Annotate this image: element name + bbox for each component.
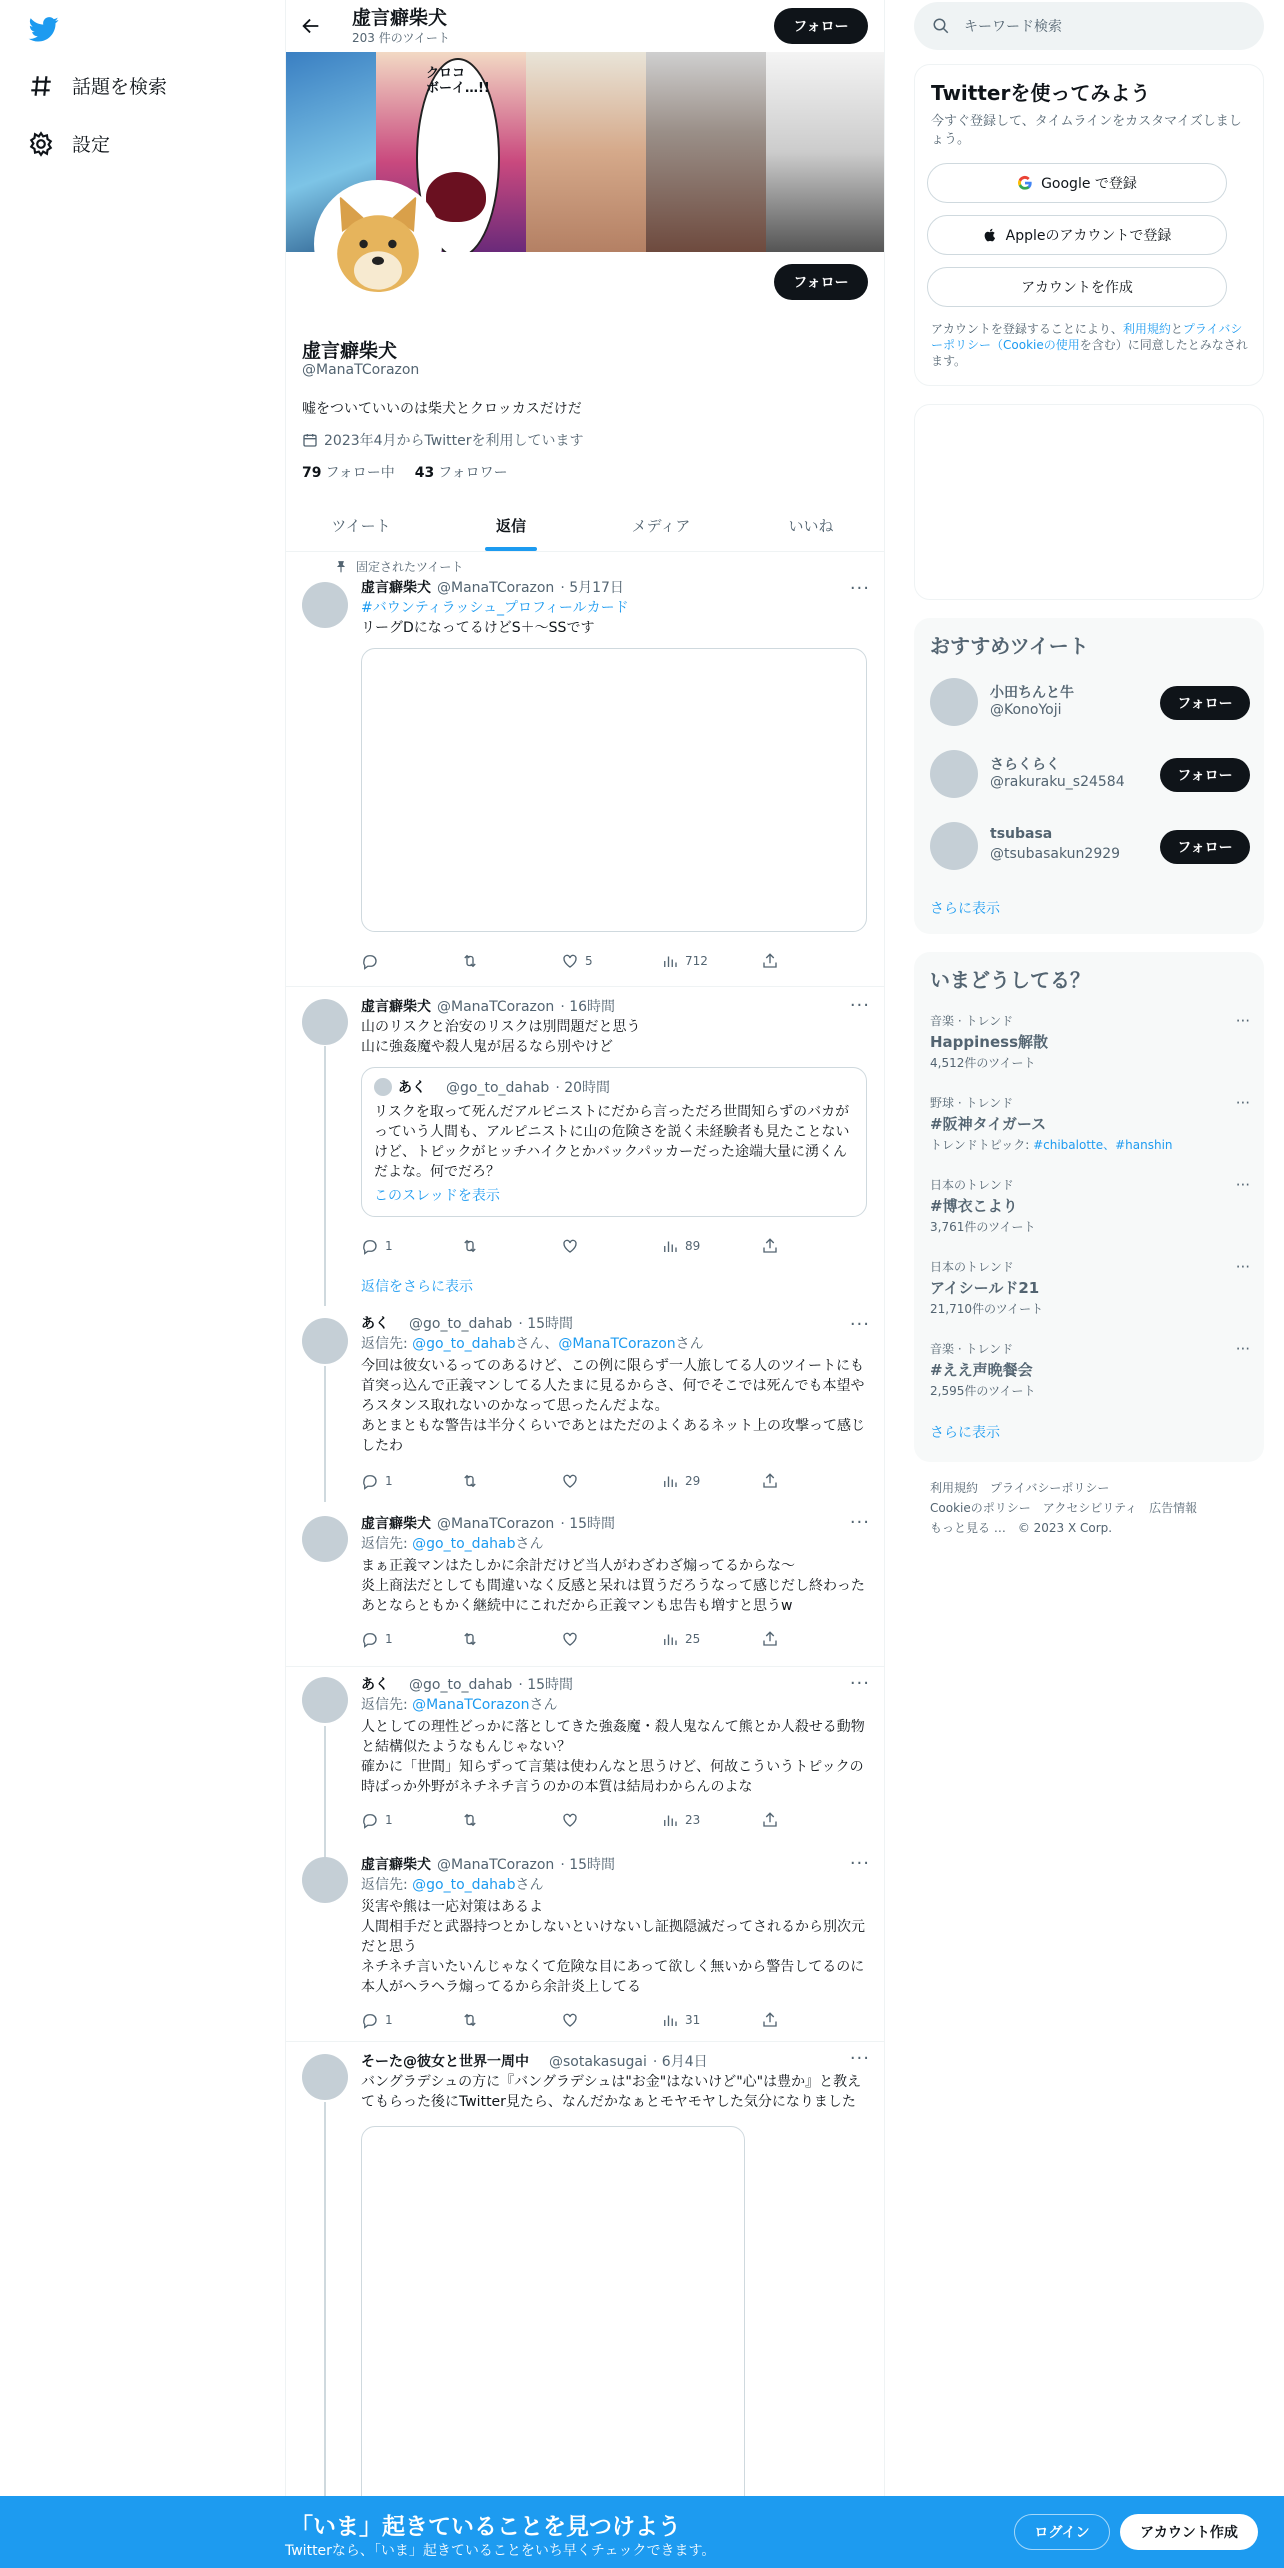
nav-settings-label: 設定: [72, 134, 111, 156]
tweet-header: 虚言癖柴犬 @ManaTCorazon · 5月17日: [361, 580, 624, 596]
suggested-panel: [914, 618, 1264, 934]
tweet[interactable]: [286, 987, 885, 1267]
avatar[interactable]: [302, 2054, 348, 2100]
search-input[interactable]: [914, 2, 1264, 50]
profile-tabs: [286, 500, 885, 552]
share-icon: [761, 952, 779, 970]
retweet-button[interactable]: [461, 952, 521, 970]
reply-to-link[interactable]: @ManaTCorazon: [412, 1697, 530, 1713]
tweet[interactable]: [286, 1506, 885, 1666]
login-button[interactable]: ログイン: [1014, 2514, 1110, 2550]
heart-icon: [561, 1237, 579, 1255]
heart-icon: [561, 952, 579, 970]
more-icon[interactable]: ···: [1235, 1258, 1250, 1276]
quote-avatar: [374, 1078, 392, 1096]
google-icon: [1017, 175, 1033, 191]
suggested-user[interactable]: tsubasa @tsubasakun2929 フォロー: [930, 818, 1250, 874]
empty-panel: [914, 404, 1264, 600]
more-icon[interactable]: ···: [849, 1853, 870, 1874]
search-icon: [932, 17, 950, 35]
trend-item[interactable]: 音楽 · トレンド #ええ声晩餐会 2,595件のツイート ···: [930, 1340, 1250, 1398]
search-placeholder: キーワード検索: [964, 19, 1062, 35]
show-thread-link[interactable]: このスレッドを表示: [374, 1188, 500, 1204]
avatar[interactable]: [302, 999, 348, 1045]
bottom-subtitle: Twitterなら、「いま」起きていることをいち早くチェックできます。: [285, 2543, 716, 2559]
tweet[interactable]: [286, 1667, 885, 1847]
trend-item[interactable]: 日本のトレンド #博衣こより 3,761件のツイート ···: [930, 1176, 1250, 1234]
retweet-icon: [461, 1811, 479, 1829]
trend-item[interactable]: 音楽 · トレンド Happiness解散 4,512件のツイート ···: [930, 1012, 1250, 1070]
views-chart-icon: [661, 952, 679, 970]
thread-dots: [324, 1280, 326, 1302]
reply-icon: [361, 1237, 379, 1255]
tweet-actions: [361, 952, 781, 970]
signup-subtitle: 今すぐ登録して、タイムラインをカスタマイズしましょう。: [931, 114, 1242, 147]
tweet-text: 今回は彼女いるってのあるけど、この例に限らず一人旅してる人のツイートにも首突っ込んで正義マンしてる人たまに見るからさ、何でそこでは死んでも本望やろスタンス取れないのかなって思ったんだよな。 あとまともな警告は半分くらいであとはただのよくあるネット上の攻撃って感じしたわ: [361, 1358, 865, 1454]
tweet[interactable]: [286, 1308, 885, 1506]
views-chart-icon: [661, 1630, 679, 1648]
tweet-text: バングラデシュの方に『バングラデシュは"お金"はないけど"心"は豊か』と教えてもらった後にTwitter見たら、なんだかなぁとモヤモヤした気分になりました: [361, 2074, 862, 2110]
profile-column: [285, 0, 885, 2568]
avatar[interactable]: [302, 1857, 348, 1903]
reply-button[interactable]: 1: [361, 1811, 421, 1829]
tweet-actions: [361, 1472, 781, 1490]
tab-tweets[interactable]: ツイート: [331, 517, 391, 535]
avatar[interactable]: [930, 678, 978, 726]
tweet[interactable]: [286, 1847, 885, 2041]
signup-legal: アカウントを登録することにより、利用規約とプライバシーポリシー（Cookieの使用を含む）に同意したとみなされます。: [931, 322, 1248, 368]
retweet-icon: [461, 1472, 479, 1490]
follow-button[interactable]: フォロー: [1160, 686, 1250, 720]
heart-icon: [561, 2011, 579, 2029]
suggested-user[interactable]: 小田ちんと牛 @KonoYoji フォロー: [930, 674, 1250, 730]
share-icon: [761, 2011, 779, 2029]
footer-line[interactable]: もっと見る … © 2023 X Corp.: [930, 1521, 1113, 1535]
pin-icon: [334, 560, 348, 574]
reply-to: 返信先: @go_to_dahabさん、@ManaTCorazonさん: [361, 1336, 704, 1352]
views-button[interactable]: 712: [661, 952, 721, 970]
signup-button[interactable]: アカウント作成: [1120, 2514, 1258, 2550]
share-icon: [761, 1472, 779, 1490]
more-icon[interactable]: ···: [849, 1314, 870, 1335]
reply-button[interactable]: [361, 952, 421, 970]
bottom-title: 「いま」起きていることを見つけよう: [290, 2514, 681, 2540]
reply-icon: [361, 1811, 379, 1829]
tweet-text: 災害や熊は一応対策はあるよ 人間相手だと武器持つとかしないといけないし証拠隠滅だってされるから別次元だと思う ネチネチ言いたいんじゃなくて危険な目にあって欲しく無いから警告してるのに本人がヘラヘラ煽ってるから余計炎上してる: [361, 1899, 865, 1995]
retweet-button[interactable]: [461, 1472, 521, 1490]
share-button[interactable]: [761, 1630, 781, 1648]
quote-text: リスクを取って死んだアルピニストにだから言っただろ世間知らずのバカがっていう人間も、アルピニストに山の危険さを説く未経験者も見たことないけど、トピックがヒッチハイクとかバックパッカーだった途端大量に湧くんだよな。何でだろ？: [374, 1104, 850, 1180]
reply-icon: [361, 2011, 379, 2029]
like-button[interactable]: [561, 1472, 621, 1490]
following-link[interactable]: 79 フォロー中: [302, 465, 395, 481]
thread-line: [324, 1366, 326, 1502]
thread-line: [324, 2102, 326, 2502]
trend-topic-link[interactable]: #chibalotte、#hanshin: [1033, 1138, 1173, 1152]
footer-line[interactable]: Cookieのポリシー アクセシビリティ 広告情報: [930, 1501, 1198, 1515]
quote-header: あく @go_to_dahab · 20時間: [374, 1078, 854, 1098]
reply-button[interactable]: 1: [361, 1472, 421, 1490]
tweet-text: リーグDになってるけどS＋〜SSです: [361, 620, 595, 636]
more-icon[interactable]: ···: [1235, 1340, 1250, 1358]
pinned-label: 固定されたツイート: [334, 558, 463, 575]
views-button[interactable]: 25: [661, 1630, 721, 1648]
avatar[interactable]: [302, 582, 348, 628]
profile-handle: @ManaTCorazon: [302, 362, 420, 378]
header-follow-button[interactable]: フォロー: [774, 8, 868, 44]
reply-icon: [361, 1630, 379, 1648]
create-account-button[interactable]: アカウントを作成: [927, 267, 1227, 307]
more-icon[interactable]: ···: [1235, 1176, 1250, 1194]
retweet-button[interactable]: [461, 2011, 521, 2029]
tweet-header: あく @go_to_dahab · 15時間: [361, 1316, 574, 1332]
heart-icon: [561, 1472, 579, 1490]
reply-button[interactable]: 1: [361, 1237, 421, 1255]
reply-to-link[interactable]: @go_to_dahab: [412, 1336, 516, 1352]
reply-to: 返信先: @go_to_dahabさん: [361, 1877, 544, 1893]
banner-speech-bubble: クロコ ボーイ…!!: [416, 58, 500, 252]
tweet-header: 虚言癖柴犬 @ManaTCorazon · 16時間: [361, 999, 616, 1015]
retweet-button[interactable]: [461, 1237, 521, 1255]
trend-item[interactable]: 日本のトレンド アイシールド21 21,710件のツイート ···: [930, 1258, 1250, 1316]
hashtag-icon: [28, 73, 54, 99]
like-button[interactable]: [561, 1630, 621, 1648]
profile-joined: [302, 430, 583, 450]
reply-to: 返信先: @go_to_dahabさん: [361, 1536, 544, 1552]
trends-panel: [914, 952, 1264, 1462]
reply-to-link[interactable]: @go_to_dahab: [412, 1877, 516, 1893]
profile-bio: 嘘をついていいのは柴犬とクロッカスだけだ: [302, 401, 582, 417]
footer-links: [930, 1478, 1197, 1538]
followers-link[interactable]: 43 フォロワー: [414, 465, 508, 481]
trends-title: いまどうしてる？: [930, 968, 1090, 992]
privacy-link[interactable]: プライバシーポリシー（Cookieの使用: [931, 322, 1243, 352]
hashtag-link[interactable]: #バウンティラッシュ_プロフィールカード: [361, 600, 629, 616]
signup-panel: [914, 64, 1264, 386]
show-more-replies-link[interactable]: 返信をさらに表示: [361, 1279, 473, 1295]
views-button[interactable]: 89: [661, 1237, 721, 1255]
avatar[interactable]: [302, 1318, 348, 1364]
heart-icon: [561, 1630, 579, 1648]
profile-follow-stats: [302, 462, 508, 482]
tweet-actions: [361, 1237, 781, 1255]
more-icon[interactable]: ···: [849, 2048, 870, 2069]
follow-button[interactable]: フォロー: [1160, 830, 1250, 864]
share-button[interactable]: [761, 2011, 781, 2029]
more-icon[interactable]: ···: [849, 578, 870, 599]
trend-item[interactable]: 野球 · トレンド #阪神タイガース トレンドトピック: #chibalotte、#hanshin ···: [930, 1094, 1250, 1152]
more-icon[interactable]: ···: [849, 995, 870, 1016]
back-arrow-icon[interactable]: [300, 15, 322, 37]
footer-line[interactable]: 利用規約 プライバシーポリシー: [930, 1481, 1110, 1495]
retweet-icon: [461, 1237, 479, 1255]
tab-likes[interactable]: いいね: [788, 517, 834, 535]
views-chart-icon: [661, 1811, 679, 1829]
like-button[interactable]: 5: [561, 952, 621, 970]
tweet-header: そーた@彼女と世界一周中 @sotakasugai · 6月4日: [361, 2054, 708, 2070]
heart-icon: [561, 1811, 579, 1829]
reply-to-link[interactable]: @ManaTCorazon: [558, 1336, 676, 1352]
nav-settings[interactable]: [28, 130, 110, 157]
trends-more-link[interactable]: さらに表示: [930, 1425, 1000, 1441]
nav-explore[interactable]: [28, 72, 167, 99]
tweet-text: まぁ正義マンはたしかに余計だけど当人がわざわざ煽ってるからな〜 炎上商法だとしても間違いなく反感と呆れは買うだろうなって感じだし終わったあとならともかく継続中にこれだから正義マンも忠告も増すと思うw: [361, 1558, 865, 1614]
profile-name: 虚言癖柴犬: [302, 340, 398, 362]
views-chart-icon: [661, 1472, 679, 1490]
thread-line: [324, 1726, 326, 1858]
tweet-media-card[interactable]: [361, 2126, 745, 2526]
profile-follow-button[interactable]: フォロー: [774, 264, 868, 300]
profile-header: [286, 0, 884, 52]
reply-icon: [361, 1472, 379, 1490]
avatar[interactable]: [930, 822, 978, 870]
retweet-button[interactable]: [461, 1811, 521, 1829]
share-button[interactable]: [761, 952, 781, 970]
twitter-logo-icon[interactable]: [28, 14, 60, 44]
profile-avatar[interactable]: [314, 180, 442, 308]
share-icon: [761, 1811, 779, 1829]
gear-icon: [28, 131, 54, 157]
reply-to-link[interactable]: @go_to_dahab: [412, 1536, 516, 1552]
reply-to: 返信先: @ManaTCorazonさん: [361, 1697, 558, 1713]
avatar[interactable]: [302, 1516, 348, 1562]
tweet-text-line: 山のリスクと治安のリスクは別問題だと思う: [361, 1019, 641, 1035]
avatar[interactable]: [930, 750, 978, 798]
signup-bottom-bar: [0, 2496, 1284, 2568]
tab-replies[interactable]: 返信: [436, 500, 586, 551]
google-signup-button[interactable]: Google で登録: [927, 163, 1227, 203]
apple-icon: [983, 227, 998, 243]
suggested-more-link[interactable]: さらに表示: [930, 901, 1000, 917]
tweet-pinned[interactable]: [286, 552, 885, 986]
tab-media[interactable]: メディア: [631, 517, 691, 535]
terms-link[interactable]: 利用規約: [1122, 322, 1171, 336]
retweet-button[interactable]: [461, 1630, 521, 1648]
tweet-header: 虚言癖柴犬 @ManaTCorazon · 15時間: [361, 1857, 616, 1873]
tweet-actions: [361, 1811, 781, 1829]
suggested-title: おすすめツイート: [930, 634, 1089, 658]
views-chart-icon: [661, 1237, 679, 1255]
tweet-media-card[interactable]: [361, 648, 867, 932]
apple-signup-button[interactable]: Appleのアカウントで登録: [927, 215, 1227, 255]
views-button[interactable]: 23: [661, 1811, 721, 1829]
tweet-actions: [361, 2011, 781, 2029]
profile-joined-text: 2023年4月からTwitterを利用しています: [324, 433, 584, 449]
reply-button[interactable]: 1: [361, 2011, 421, 2029]
signup-title: Twitterを使ってみよう: [931, 81, 1151, 105]
like-button[interactable]: [561, 1237, 621, 1255]
like-button[interactable]: [561, 2011, 621, 2029]
header-tweet-count: 203 件のツイート: [352, 30, 450, 45]
reply-icon: [361, 952, 379, 970]
share-icon: [761, 1630, 779, 1648]
tweet[interactable]: [286, 2042, 885, 2502]
share-button[interactable]: [761, 1811, 781, 1829]
header-name: 虚言癖柴犬: [352, 6, 448, 29]
suggested-user[interactable]: さらくらく @rakuraku_s24584 フォロー: [930, 746, 1250, 802]
share-button[interactable]: [761, 1472, 781, 1490]
tweet-header: あく @go_to_dahab · 15時間: [361, 1677, 574, 1693]
views-button[interactable]: 31: [661, 2011, 721, 2029]
tweet-text-line: 山に強姦魔や殺人鬼が居るなら別やけど: [361, 1039, 613, 1055]
views-chart-icon: [661, 2011, 679, 2029]
more-icon[interactable]: ···: [849, 1512, 870, 1533]
avatar[interactable]: [302, 1677, 348, 1723]
quote-tweet[interactable]: [361, 1067, 867, 1217]
nav-explore-label: 話題を検索: [72, 76, 168, 98]
calendar-icon: [302, 432, 318, 448]
follow-button[interactable]: フォロー: [1160, 758, 1250, 792]
retweet-icon: [461, 1630, 479, 1648]
retweet-icon: [461, 952, 479, 970]
share-button[interactable]: [761, 1237, 781, 1255]
tweet-text: 人としての理性どっかに落としてきた強姦魔・殺人鬼なんて熊とか人殺せる動物と結構似たようなもんじゃない？ 確かに「世間」知らずって言葉は使わんなと思うけど、何故こういうトピックの時ばっか外野がネチネチ言うのかの本質は結局わからんのよな: [361, 1719, 865, 1795]
share-icon: [761, 1237, 779, 1255]
reply-button[interactable]: 1: [361, 1630, 421, 1648]
tweet-actions: [361, 1630, 781, 1648]
more-icon[interactable]: ···: [1235, 1012, 1250, 1030]
retweet-icon: [461, 2011, 479, 2029]
tweet-header: 虚言癖柴犬 @ManaTCorazon · 15時間: [361, 1516, 616, 1532]
like-button[interactable]: [561, 1811, 621, 1829]
views-button[interactable]: 29: [661, 1472, 721, 1490]
more-icon[interactable]: ···: [849, 1673, 870, 1694]
more-icon[interactable]: ···: [1235, 1094, 1250, 1112]
